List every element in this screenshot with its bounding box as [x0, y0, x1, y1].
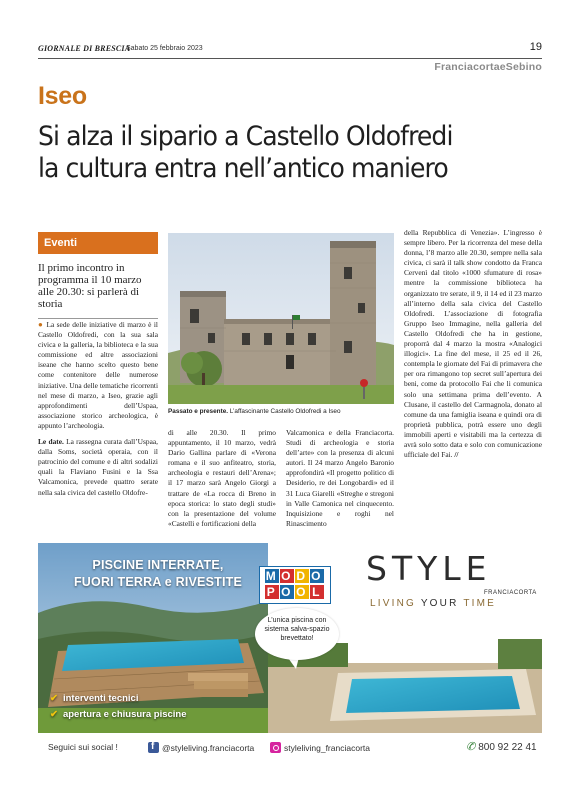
modo-pool-logo: [259, 566, 331, 604]
end-mark: //: [454, 450, 459, 460]
logo-letter: L: [310, 585, 324, 599]
style-brand-logo: STYLE: [366, 549, 492, 588]
article-headline: [38, 121, 512, 185]
ad-headline: [58, 557, 258, 591]
page-header: [38, 41, 542, 58]
logo-letter: O: [281, 585, 292, 599]
pool-advertisement: [38, 543, 542, 733]
article-column-2: di alle 20.30. Il primo appuntamento, il 10 marzo, vedrà Dario Gallina parlare di «Verona romana e il suo anfiteatro, storia, archeologia e restauri dell’Arena»; il 17 marzo sarà Angelo Giorgi a trattare de «La rocca di Breno in epoca storica: lo stato degli studi» con la presentazione del volume «Castelli e fortificazioni della: [168, 428, 276, 528]
facebook-icon: [148, 742, 159, 753]
brand-tagline: LIVING YOUR TIME: [370, 598, 497, 609]
check-icon: ✔: [50, 693, 58, 704]
logo-letter: M: [265, 569, 278, 583]
caption-text: L’affascinante Castello Oldofredi a Iseo: [228, 408, 341, 415]
headline-line-1: Si alza il sipario a Castello Oldofredi: [38, 121, 453, 152]
phone-link[interactable]: ✆ 800 92 22 41: [466, 741, 537, 753]
castle-illustration: [168, 233, 394, 404]
castle-photo: [168, 233, 394, 404]
ad-footer: [38, 739, 542, 757]
logo-letter: O: [311, 569, 322, 583]
phone-icon: ✆: [466, 741, 476, 753]
logo-row-2: [262, 585, 326, 599]
issue-date: Sabato 25 febbraio 2023: [126, 45, 203, 52]
logo-row-1: [262, 569, 326, 583]
service-item: ✔ apertura e chiusura piscine: [50, 709, 187, 720]
article-column-1: [38, 320, 158, 498]
bullet-icon: ●: [38, 320, 44, 329]
ad-headline-line-1: PISCINE INTERRATE,: [92, 558, 224, 572]
runin-heading: Le date.: [38, 437, 64, 447]
logo-letter: O: [281, 569, 292, 583]
events-tab: Eventi: [38, 232, 158, 254]
article-column-3: Valcamonica e della Franciacorta. Studi di archeologia e storia dell’arte» con la presenza di alcuni autori. Il 24 marzo Angelo Baronio approfondirà «Il progetto politico di Desiderio, re dei Longobardi» ed il 31 Luca Giarelli «Streghe e stregoni in Valle Camonica nel cinquecento. Inquisizione e roghi nel Rinascimento: [286, 428, 394, 528]
article-subhead: Il primo incontro in programma il 10 marzo alle 20.30: si parlerà di storia: [38, 262, 158, 319]
dates-paragraph: Le date. La rassegna curata dall’Uspaa, dalla Soms, società operaia, con il patrocinio del comune e di altri sodalizi quali la Flaviano Fusini e la Ssa Valcamonica, prevede quattro serate nella sala civica del castello Oldofre-: [38, 437, 159, 497]
instagram-link[interactable]: styleliving_franciacorta: [270, 742, 370, 753]
logo-letter: O: [296, 585, 307, 599]
caption-title: Passato e presente.: [168, 408, 229, 415]
social-label: Seguici sui social !: [48, 742, 118, 752]
section-label: FranciacortaeSebino: [434, 61, 542, 73]
page-number: 19: [529, 41, 542, 53]
instagram-icon: [270, 742, 281, 753]
check-icon: ✔: [50, 709, 58, 720]
facebook-link[interactable]: f @styleliving.franciacorta: [148, 742, 254, 753]
lead-paragraph: ● La sede delle iniziative di marzo è il Castello Oldofredi, con la sua sala civica e la galleria, la biblioteca e la sua commissione ed altre associazioni iseane che hanno scelto questo bene come contenitore delle numerose iniziative. Una delle tematiche ricorrenti nel mese di marzo, a Iseo, grazie agli approfondimenti dell’Uspaa, associazione storico archeologica, è appunto l’archeologia.: [38, 320, 158, 430]
service-item: ✔ interventi tecnici: [50, 693, 139, 704]
logo-letter: P: [265, 585, 279, 599]
logo-letter: D: [296, 569, 307, 583]
headline-line-2: la cultura entra nell’antico maniero: [38, 153, 448, 184]
header-rule: [38, 58, 542, 59]
ad-headline-line-2: FUORI TERRA e RIVESTITE: [73, 575, 243, 589]
service-list: [50, 691, 187, 723]
events-sidebar: [38, 232, 158, 319]
masthead: GIORNALE DI BRESCIA: [38, 44, 131, 53]
location-kicker: Iseo: [38, 82, 87, 110]
speech-bubble-text: L’unica piscina con sistema salva-spazio brevettato!: [264, 617, 330, 642]
photo-caption: [168, 407, 394, 416]
article-column-4: della Repubblica di Venezia». L’ingresso è sempre libero. Per la ricorrenza del mese della donna, l’8 marzo alle 20.30, sempre nella sala civica, ci sarà il talk show condotto da Franca Cervenì dal titolo «1000 sfumature di rosa» mentre la commissione biblioteca ha organizzato tre serate, il 9, il 14 ed il 23 marzo all’interno della sala civica del Castello Oldofredi. L’associazione di fotografia Gruppo Iseo Immagine, nella galleria del Castello Oldofredi che ha in gestione, proporrà dal 4 marzo la mostra «Analogici illogici». La fine del mese, il 25 ed il 26, contempla le giornate del Fai di primavera che per ora rimangono top secret sull’apertura dei beni, come da protocollo Fai che li comunica solo una settimana prima dell’evento. A Clusane, il castello del Carmagnola, donato al comune da una famiglia iseana e quindi ora di proprietà pubblica, potrà essere uno degli immobili aperti e visitabili ma la certezza di avrà solo sotto data e solo con comunicazione ufficiale del Fai. //: [404, 228, 542, 460]
brand-location: FRANCIACORTA: [484, 590, 537, 596]
